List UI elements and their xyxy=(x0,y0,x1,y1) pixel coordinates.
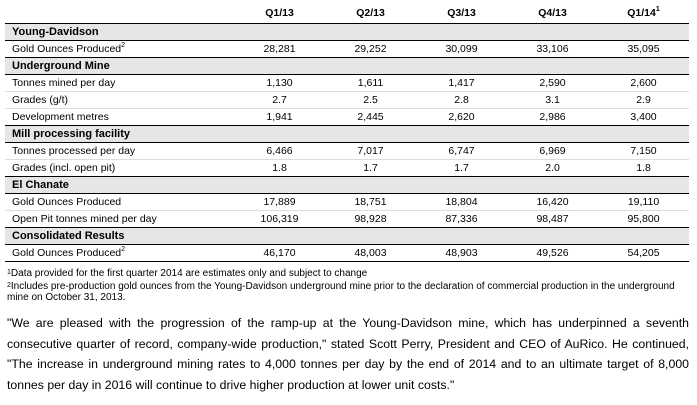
cell-value: 1,130 xyxy=(234,75,325,92)
section-underground-mine xyxy=(5,58,689,75)
footnote-1-marker: 1 xyxy=(655,6,660,13)
cell-value: 17,889 xyxy=(234,194,325,211)
footnote-2: $^2$Includes pre-production gold ounces from the Young-Davidson underground mine prior to the declaration of commercial production in the underground mine on October 31, 2013. xyxy=(7,281,675,303)
row-label: Gold Ounces Produced xyxy=(5,194,234,211)
section-title: Mill processing facility xyxy=(5,126,689,143)
cell-value: 29,252 xyxy=(325,41,416,58)
cell-value: 48,003 xyxy=(325,245,416,262)
cell-value: 1,941 xyxy=(234,109,325,126)
row-label: Gold Ounces Produced$^2$ xyxy=(5,245,234,262)
table-row xyxy=(5,160,689,177)
cell-value: 95,800 xyxy=(598,211,689,228)
cell-value: 1.8 xyxy=(234,160,325,177)
footnote-2-marker: 2 xyxy=(121,42,126,49)
cell-value: 3,400 xyxy=(598,109,689,126)
section-young-davidson xyxy=(5,24,689,41)
header-q3-13: Q3/13 xyxy=(416,3,507,24)
row-label: Open Pit tonnes mined per day xyxy=(5,211,234,228)
cell-value: 6,466 xyxy=(234,143,325,160)
table-row xyxy=(5,92,689,109)
section-title: El Chanate xyxy=(5,177,689,194)
cell-value: 98,928 xyxy=(325,211,416,228)
row-label: Gold Ounces Produced$^2$ xyxy=(5,41,234,58)
cell-value: 87,336 xyxy=(416,211,507,228)
ceo-quote-paragraph: "We are pleased with the progression of the ramp-up at the Young-Davidson mine, which has underpinned a seventh consecutive quarter of record, company-wide production," stated Scott Perry, President and CEO of AuRico. He continued, "The increase in underground mining rates to 4,000 tonnes per day by the end of 2014 and to an ultimate target of 8,000 tonnes per day in 2016 will continue to drive higher production at lower unit costs." xyxy=(7,316,689,392)
cell-value: 3.1 xyxy=(507,92,598,109)
cell-value: 54,205 xyxy=(598,245,689,262)
row-label: Grades (g/t) xyxy=(5,92,234,109)
cell-value: 1.7 xyxy=(416,160,507,177)
table-row xyxy=(5,75,689,92)
section-title: Consolidated Results xyxy=(5,228,689,245)
header-q1-14: $Q1/14^1$ xyxy=(598,3,689,24)
cell-value: 46,170 xyxy=(234,245,325,262)
footnote-1-mark: 1 xyxy=(7,269,11,276)
section-mill-processing xyxy=(5,126,689,143)
table-row xyxy=(5,41,689,58)
header-blank xyxy=(5,3,234,24)
cell-value: 1,611 xyxy=(325,75,416,92)
cell-value: 19,110 xyxy=(598,194,689,211)
cell-value: 30,099 xyxy=(416,41,507,58)
footnotes xyxy=(7,268,689,305)
cell-value: 2,445 xyxy=(325,109,416,126)
cell-value: 18,804 xyxy=(416,194,507,211)
footnote-1: $^1$Data provided for the first quarter 2014 are estimates only and subject to change xyxy=(7,268,368,279)
cell-value: 18,751 xyxy=(325,194,416,211)
cell-value: 2,620 xyxy=(416,109,507,126)
section-consolidated-results xyxy=(5,228,689,245)
cell-value: 2.5 xyxy=(325,92,416,109)
table-row xyxy=(5,245,689,262)
section-title: Underground Mine xyxy=(5,58,689,75)
cell-value: 6,969 xyxy=(507,143,598,160)
header-q4-13: Q4/13 xyxy=(507,3,598,24)
table-header-row xyxy=(5,3,689,24)
row-label: Development metres xyxy=(5,109,234,126)
cell-value: 35,095 xyxy=(598,41,689,58)
section-title: Young-Davidson xyxy=(5,24,689,41)
cell-value: 49,526 xyxy=(507,245,598,262)
cell-value: 16,420 xyxy=(507,194,598,211)
cell-value: 2.9 xyxy=(598,92,689,109)
cell-value: 33,106 xyxy=(507,41,598,58)
row-label: Tonnes processed per day xyxy=(5,143,234,160)
header-q2-13: Q2/13 xyxy=(325,3,416,24)
table-row xyxy=(5,211,689,228)
cell-value: 1.8 xyxy=(598,160,689,177)
footnote-2-marker: 2 xyxy=(121,246,126,253)
cell-value: 1.7 xyxy=(325,160,416,177)
cell-value: 7,017 xyxy=(325,143,416,160)
table-row xyxy=(5,109,689,126)
cell-value: 2.8 xyxy=(416,92,507,109)
table-row xyxy=(5,143,689,160)
cell-value: 6,747 xyxy=(416,143,507,160)
section-el-chanate xyxy=(5,177,689,194)
cell-value: 98,487 xyxy=(507,211,598,228)
footnote-2-mark: 2 xyxy=(7,282,11,289)
cell-value: 2,600 xyxy=(598,75,689,92)
cell-value: 28,281 xyxy=(234,41,325,58)
cell-value: 2.0 xyxy=(507,160,598,177)
header-q1-13: Q1/13 xyxy=(234,3,325,24)
row-label: Grades (incl. open pit) xyxy=(5,160,234,177)
cell-value: 2,590 xyxy=(507,75,598,92)
cell-value: 1,417 xyxy=(416,75,507,92)
cell-value: 2.7 xyxy=(234,92,325,109)
table-row xyxy=(5,194,689,211)
cell-value: 48,903 xyxy=(416,245,507,262)
cell-value: 2,986 xyxy=(507,109,598,126)
row-label: Tonnes mined per day xyxy=(5,75,234,92)
quarterly-production-table xyxy=(5,3,689,262)
cell-value: 7,150 xyxy=(598,143,689,160)
cell-value: 106,319 xyxy=(234,211,325,228)
